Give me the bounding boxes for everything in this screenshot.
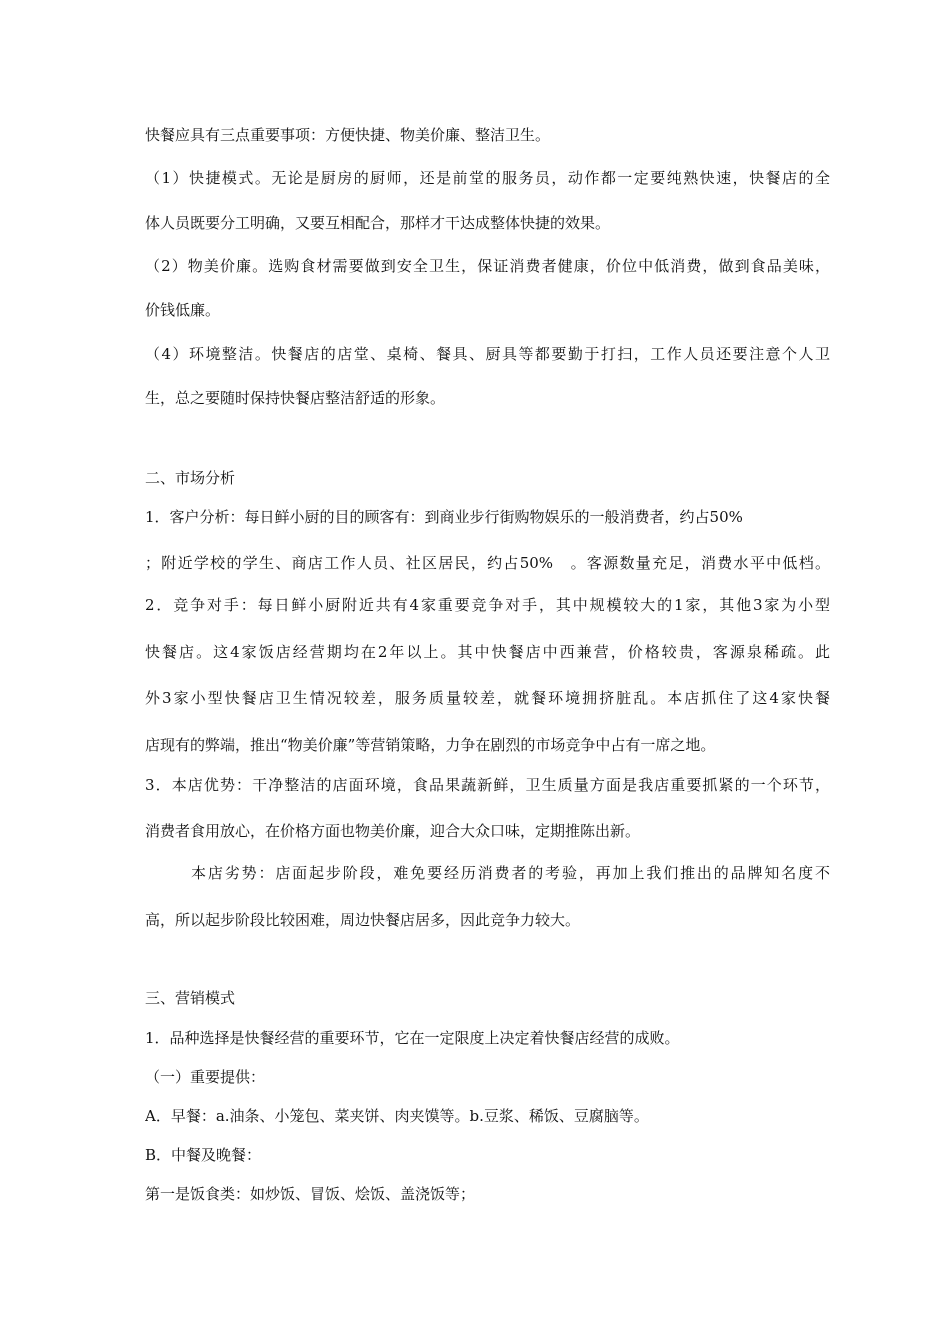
paragraph-line: A．早餐：a.油条、小笼包、菜夹饼、肉夹馍等。b.豆浆、稀饭、豆腐脑等。 — [145, 1107, 649, 1125]
paragraph-line: （2）物美价廉。选购食材需要做到安全卫生，保证消费者健康，价位中低消费，做到食品美味， — [145, 257, 830, 275]
paragraph-line: B．中餐及晚餐： — [145, 1146, 262, 1164]
paragraph-line: 本店劣势：店面起步阶段，难免要经历消费者的考验，再加上我们推出的品牌知名度不 — [191, 864, 830, 882]
paragraph-line: 3．本店优势：干净整洁的店面环境，食品果蔬新鲜，卫生质量方面是我店重要抓紧的一个环节， — [145, 776, 830, 794]
paragraph-line: 第一是饭食类：如炒饭、冒饭、烩饭、盖浇饭等； — [145, 1185, 476, 1203]
paragraph-line: 外3家小型快餐店卫生情况较差，服务质量较差，就餐环境拥挤脏乱。本店抓住了这4家快餐 — [145, 689, 830, 707]
paragraph-line: （一）重要提供： — [145, 1068, 266, 1086]
paragraph-line: 消费者食用放心，在价格方面也物美价廉，迎合大众口味，定期推陈出新。 — [145, 822, 641, 840]
section-heading: 二、市场分析 — [145, 469, 236, 487]
paragraph-line: 快餐店。这4家饭店经营期均在2年以上。其中快餐店中西兼营，价格较贵，客源泉稀疏。此 — [145, 643, 830, 661]
paragraph-line: 价钱低廉。 — [145, 301, 221, 319]
paragraph-line: ；附近学校的学生、商店工作人员、社区居民，约占50% 。客源数量充足，消费水平中低档。 — [145, 554, 830, 572]
paragraph-line: 快餐应具有三点重要事项：方便快捷、物美价廉、整洁卫生。 — [145, 126, 551, 144]
paragraph-line: （4）环境整洁。快餐店的店堂、桌椅、餐具、厨具等都要勤于打扫，工作人员还要注意个人卫 — [145, 345, 830, 363]
paragraph-line: 高，所以起步阶段比较困难，周边快餐店居多，因此竞争力较大。 — [145, 911, 581, 929]
paragraph-line: 体人员既要分工明确，又要互相配合，那样才干达成整体快捷的效果。 — [145, 214, 611, 232]
paragraph-line: 1．客户分析：每日鲜小厨的目的顾客有：到商业步行街购物娱乐的一般消费者，约占50% — [145, 508, 743, 526]
paragraph-line: 生，总之要随时保持快餐店整洁舒适的形象。 — [145, 389, 446, 407]
paragraph-line: 店现有的弊端，推出“物美价廉”等营销策略，力争在剧烈的市场竞争中占有一席之地。 — [145, 736, 716, 754]
paragraph-line: 1．品种选择是快餐经营的重要环节，它在一定限度上决定着快餐店经营的成败。 — [145, 1029, 680, 1047]
paragraph-line: 2．竞争对手：每日鲜小厨附近共有4家重要竞争对手，其中规模较大的1家，其他3家为小型 — [145, 596, 830, 614]
paragraph-line: （1）快捷模式。无论是厨房的厨师，还是前堂的服务员，动作都一定要纯熟快速，快餐店的全 — [145, 169, 830, 187]
section-heading: 三、营销模式 — [145, 989, 236, 1007]
